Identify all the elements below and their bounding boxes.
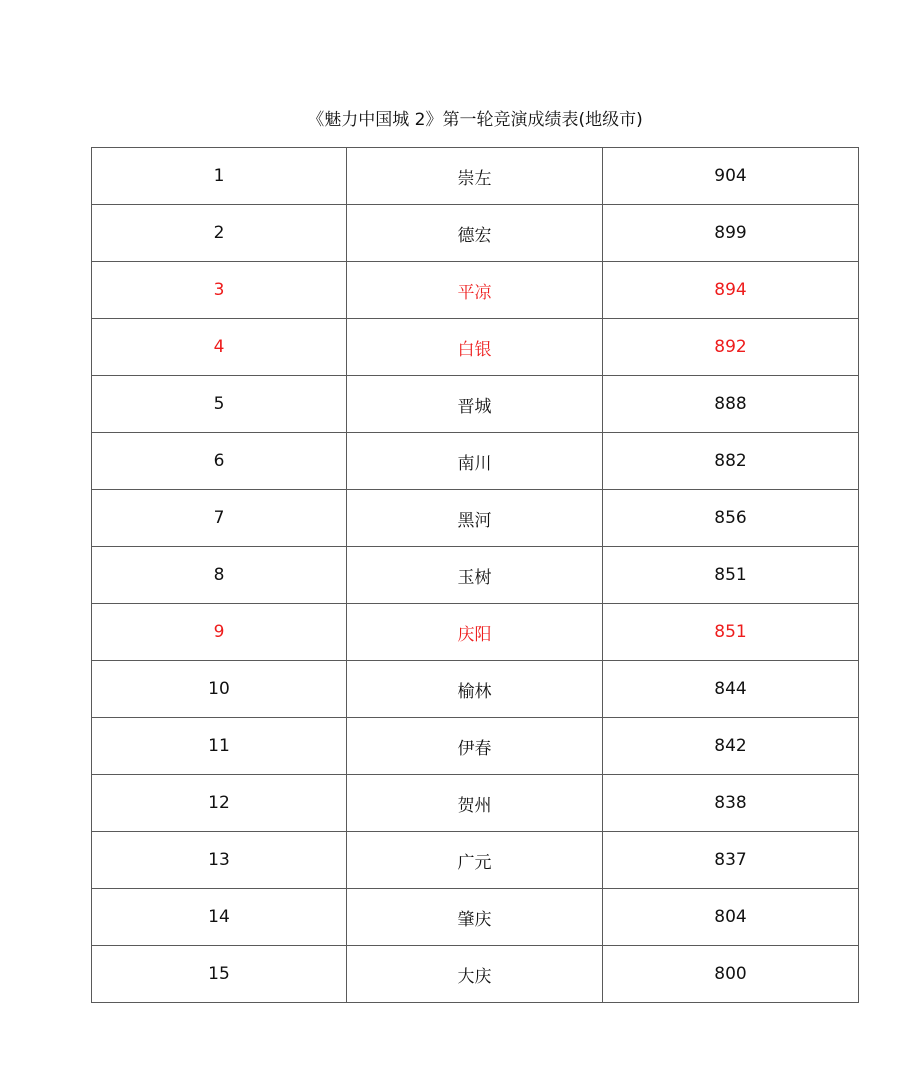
score-cell: 851 xyxy=(603,604,859,661)
rank-cell: 8 xyxy=(92,547,347,604)
document-title: 《魅力中国城 2》第一轮竞演成绩表(地级市) xyxy=(307,110,643,130)
city-cell: 崇左 xyxy=(347,148,603,205)
city-cell: 大庆 xyxy=(347,946,603,1003)
score-cell: 856 xyxy=(603,490,859,547)
table-row xyxy=(92,832,859,889)
rank-cell: 1 xyxy=(92,148,347,205)
table-row xyxy=(92,148,859,205)
score-cell: 837 xyxy=(603,832,859,889)
city-cell: 庆阳 xyxy=(347,604,603,661)
rank-cell: 13 xyxy=(92,832,347,889)
table-row xyxy=(92,718,859,775)
rank-cell: 10 xyxy=(92,661,347,718)
table-row xyxy=(92,604,859,661)
city-cell: 肇庆 xyxy=(347,889,603,946)
city-cell: 南川 xyxy=(347,433,603,490)
rank-cell: 9 xyxy=(92,604,347,661)
table-row xyxy=(92,205,859,262)
city-cell: 德宏 xyxy=(347,205,603,262)
score-cell: 838 xyxy=(603,775,859,832)
score-cell: 844 xyxy=(603,661,859,718)
city-cell: 白银 xyxy=(347,319,603,376)
city-cell: 榆林 xyxy=(347,661,603,718)
score-cell: 800 xyxy=(603,946,859,1003)
rank-cell: 3 xyxy=(92,262,347,319)
rank-cell: 2 xyxy=(92,205,347,262)
score-cell: 894 xyxy=(603,262,859,319)
rank-cell: 6 xyxy=(92,433,347,490)
city-cell: 贺州 xyxy=(347,775,603,832)
city-cell: 平凉 xyxy=(347,262,603,319)
city-cell: 晋城 xyxy=(347,376,603,433)
table-row xyxy=(92,547,859,604)
rank-cell: 4 xyxy=(92,319,347,376)
city-cell: 黑河 xyxy=(347,490,603,547)
table-row xyxy=(92,433,859,490)
table-row xyxy=(92,262,859,319)
table-row xyxy=(92,889,859,946)
table-row xyxy=(92,946,859,1003)
rank-cell: 12 xyxy=(92,775,347,832)
score-table-body xyxy=(92,148,859,1003)
score-cell: 804 xyxy=(603,889,859,946)
rank-cell: 7 xyxy=(92,490,347,547)
rank-cell: 14 xyxy=(92,889,347,946)
table-row xyxy=(92,376,859,433)
score-cell: 842 xyxy=(603,718,859,775)
score-cell: 888 xyxy=(603,376,859,433)
score-cell: 892 xyxy=(603,319,859,376)
table-row xyxy=(92,661,859,718)
table-row xyxy=(92,490,859,547)
score-cell: 899 xyxy=(603,205,859,262)
table-row xyxy=(92,319,859,376)
score-cell: 882 xyxy=(603,433,859,490)
table-row xyxy=(92,775,859,832)
score-cell: 851 xyxy=(603,547,859,604)
score-table xyxy=(91,147,859,1003)
city-cell: 广元 xyxy=(347,832,603,889)
rank-cell: 5 xyxy=(92,376,347,433)
score-cell: 904 xyxy=(603,148,859,205)
city-cell: 伊春 xyxy=(347,718,603,775)
rank-cell: 11 xyxy=(92,718,347,775)
rank-cell: 15 xyxy=(92,946,347,1003)
city-cell: 玉树 xyxy=(347,547,603,604)
